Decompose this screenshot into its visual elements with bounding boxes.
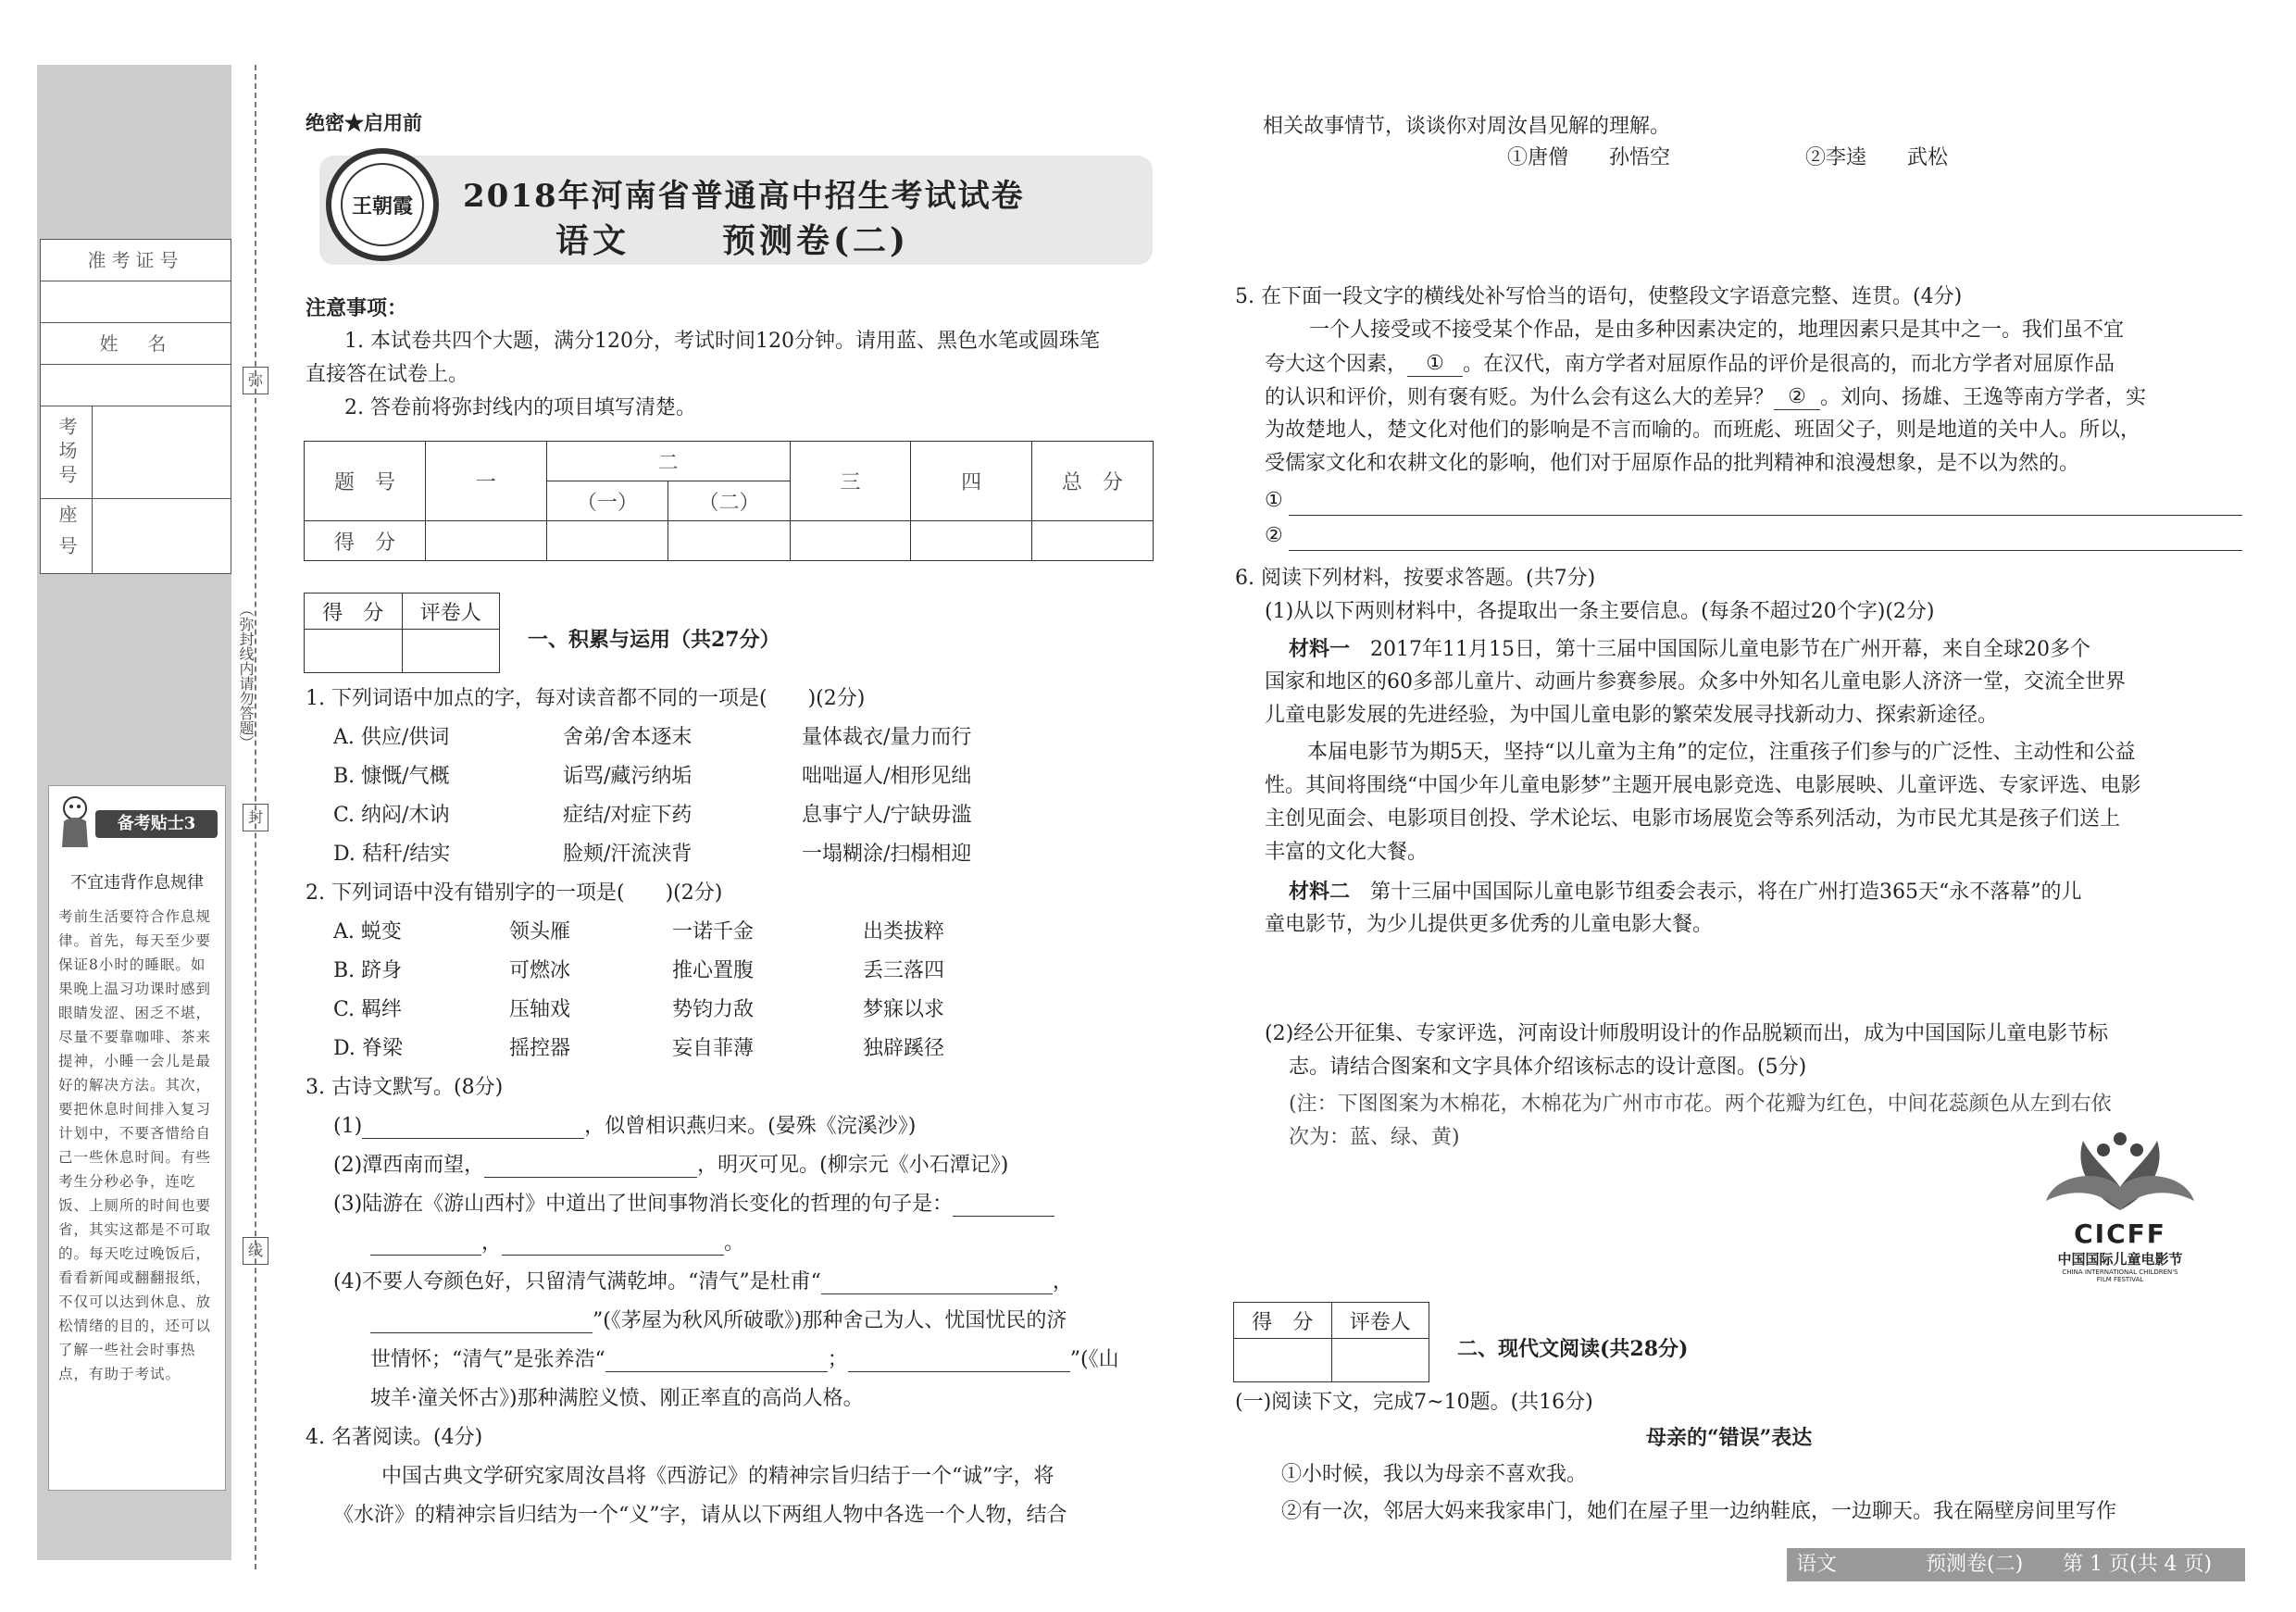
- confidential-label: 绝密★启用前: [306, 111, 422, 134]
- grader-label: 评卷人: [402, 594, 500, 630]
- mascot-icon: [56, 794, 94, 849]
- footer-page: 第 1 页(共 4 页): [2063, 1553, 2213, 1576]
- q4-para: 《水浒》的精神宗旨归结为一个“义”字，请从以下两组人物中各选一个人物，结合: [333, 1504, 1067, 1527]
- ticket-label: 准考证号: [41, 240, 231, 281]
- grader-score-label: 得 分: [1234, 1303, 1332, 1339]
- q6-sub2: (2)经公开征集、专家评选，河南设计师殷明设计的作品脱颖而出，成为中国国际儿童电影节标: [1265, 1022, 2109, 1045]
- score-cell[interactable]: [426, 521, 547, 561]
- score-row-label: 得 分: [305, 521, 426, 561]
- q1-option-part: 脸颊/汗流浃背: [563, 843, 693, 866]
- q5-para: 一个人接受或不接受某个作品，是由多种因素决定的，地理因素只是其中之一。我们虽不宜: [1309, 319, 2125, 342]
- logo-en: FILM FESTIVAL: [2096, 1276, 2144, 1283]
- q1-option-part: 咄咄逼人/相形见绌: [802, 765, 972, 788]
- seal-mark: 线: [243, 1237, 268, 1265]
- material-text: 童电影节，为少儿提供更多优秀的儿童电影大餐。: [1265, 913, 1714, 936]
- answer-blank[interactable]: [484, 1177, 697, 1178]
- q5-stem: 5. 在下面一段文字的横线处补写恰当的语句，使整段文字语意完整、连贯。(4分): [1235, 285, 1963, 308]
- grader-box: [1233, 1302, 1429, 1382]
- answer-blank[interactable]: [502, 1255, 724, 1256]
- q3-text: 坡羊·潼关怀古》)那种满腔义愤、刚正率直的高尚人格。: [370, 1387, 864, 1410]
- score-cell[interactable]: [1031, 521, 1153, 561]
- tip-title: 不宜违背作息规律: [70, 873, 204, 893]
- q5-line: [1265, 352, 2115, 377]
- publisher-logo: [326, 148, 439, 261]
- q3-line4c: [370, 1348, 1119, 1372]
- q5-text: 的认识和评价，则有褒有贬。为什么会有这么大的差异？: [1265, 386, 1775, 409]
- q5-text: 。刘向、扬雄、王逸等南方学者，实: [1820, 386, 2147, 409]
- material-text: 第十三届中国国际儿童电影节组委会表示，将在广州打造365天“永不落幕”的儿: [1370, 881, 2082, 904]
- cicff-logo: [2037, 1122, 2203, 1283]
- notes-line: 2. 答卷前将弥封线内的项目填写清楚。: [344, 396, 696, 419]
- material1-label: 材料一: [1289, 637, 1351, 661]
- material-text: 丰富的文化大餐。: [1265, 841, 1429, 864]
- q3-text: ，似曾相识燕归来。(晏殊《浣溪沙》): [584, 1115, 917, 1138]
- seal-mark: 封: [243, 804, 268, 831]
- material-text: 主创见面会、电影项目创投、学术论坛、电影市场展览会等系列活动，为市民尤其是孩子们送上: [1265, 807, 2121, 831]
- material-text: 2017年11月15日，第十三届中国国际儿童电影节在广州开幕，来自全球20多个: [1370, 638, 2091, 661]
- q2-option-part: 压轴戏: [509, 998, 571, 1021]
- q5-para: 为故楚地人，楚文化对他们的影响是不言而喻的。而班彪、班固父子，则是地道的关中人。所以，: [1265, 419, 2141, 442]
- q3-line3: [333, 1193, 1054, 1217]
- answer-blank[interactable]: [605, 1371, 828, 1372]
- q3-line1: [333, 1115, 916, 1139]
- q5-text: 。在汉代，南方学者对屈原作品的评价是很高的，而北方学者对屈原作品: [1463, 353, 2115, 376]
- q4-stem: 4. 名著阅读。(4分): [306, 1426, 483, 1449]
- seal-mark: 弥: [243, 367, 268, 394]
- grader-box: [304, 593, 500, 673]
- material-text: 性。其间将围绕“中国少年儿童电影梦”主题开展电影竞选、电影展映、儿童评选、专家评选、电影: [1265, 774, 2141, 797]
- subject-title: 语文: [555, 221, 630, 260]
- q1-option-part: 量体裁衣/量力而行: [802, 726, 972, 749]
- q2-option-part: 摇控器: [509, 1037, 571, 1060]
- q2-option[interactable]: D. 脊梁: [333, 1037, 403, 1060]
- kapok-flower-icon: [2037, 1122, 2203, 1215]
- answer-blank[interactable]: [370, 1255, 481, 1256]
- q3-text: (2)潭西南而望，: [333, 1154, 485, 1177]
- q4-para: 中国古典文学研究家周汝昌将《西游记》的精神宗旨归结于一个“诚”字，将: [381, 1465, 1054, 1488]
- q6-material: [1289, 880, 2082, 905]
- grader-score-cell[interactable]: [1234, 1339, 1332, 1382]
- section2-title: 二、现代文阅读(共28分): [1457, 1337, 1689, 1361]
- q3-line2: [333, 1154, 1008, 1178]
- q3-text: ，: [1052, 1270, 1073, 1293]
- q2-option-part: 出类拔粹: [863, 920, 945, 943]
- q2-option-part: 推心置腹: [672, 959, 755, 982]
- ticket-field[interactable]: [41, 281, 231, 323]
- answer-blank[interactable]: [362, 1138, 584, 1139]
- grader-cell[interactable]: [402, 630, 500, 673]
- tip-badge: 备考贴士3: [95, 810, 218, 838]
- q1-option[interactable]: A. 供应/供词: [333, 726, 450, 749]
- col-header: 四: [911, 442, 1032, 521]
- tip-card: [48, 785, 226, 1491]
- q5-para: 受儒家文化和农耕文化的影响，他们对于屈原作品的批判精神和浪漫想象，是不以为然的。: [1265, 452, 2080, 475]
- sub-col-header: （二）: [668, 481, 791, 521]
- logo-text: 王朝霞: [341, 163, 424, 246]
- q1-option-part: 诟骂/藏污纳垢: [563, 765, 693, 788]
- q6-sub1: (1)从以下两则材料中，各提取出一条主要信息。(每条不超过20个字)(2分): [1265, 600, 1935, 623]
- article-para: ①小时候，我以为母亲不喜欢我。: [1281, 1463, 1588, 1486]
- score-cell[interactable]: [911, 521, 1032, 561]
- seat-label: 座号: [41, 499, 93, 573]
- score-cell[interactable]: [790, 521, 911, 561]
- q1-option[interactable]: B. 慷慨/气概: [333, 765, 450, 788]
- logo-cn: 中国国际儿童电影节: [2057, 1251, 2183, 1268]
- q3-text: ；: [827, 1348, 848, 1371]
- answer-blank-1[interactable]: ①: [1407, 352, 1463, 377]
- paper-title: 预测卷(二): [722, 221, 910, 260]
- q2-option-part: 可燃冰: [509, 959, 571, 982]
- q3-line3b: ， 。: [370, 1231, 744, 1256]
- answer-blank[interactable]: [370, 1332, 593, 1333]
- q2-option-part: 势钧力敌: [672, 998, 755, 1021]
- fold-line: [255, 65, 256, 1569]
- seal-note: （弥封线内请勿答题）: [237, 602, 255, 750]
- article-para: ②有一次，邻居大妈来我家串门，她们在屋子里一边纳鞋底，一边聊天。我在隔壁房间里写作: [1281, 1500, 2117, 1523]
- exam-title: 2018年河南省普通高中招生考试试卷: [463, 178, 1025, 215]
- answer-blank[interactable]: [953, 1216, 1054, 1217]
- grader-cell[interactable]: [1331, 1339, 1429, 1382]
- score-cell[interactable]: [546, 521, 668, 561]
- score-cell[interactable]: [668, 521, 791, 561]
- q1-option[interactable]: C. 纳闷/木讷: [333, 804, 450, 827]
- q2-option-part: 一诺千金: [672, 920, 755, 943]
- notes-line: 1. 本试卷共四个大题，满分120分，考试时间120分钟。请用蓝、黑色水笔或圆珠笔: [344, 330, 1100, 353]
- footer-paper: 预测卷(二): [1926, 1553, 2024, 1576]
- q3-label: (1): [333, 1115, 363, 1138]
- name-field[interactable]: [41, 365, 231, 406]
- grader-score-label: 得 分: [305, 594, 403, 630]
- q6-stem: 6. 阅读下列材料，按要求答题。(共7分): [1235, 567, 1596, 590]
- q5-text: 夸大这个因素，: [1265, 353, 1408, 376]
- q2-option[interactable]: C. 羁绊: [333, 998, 403, 1021]
- grader-label: 评卷人: [1331, 1303, 1429, 1339]
- q3-stem: 3. 古诗文默写。(8分): [306, 1076, 504, 1099]
- q6-note: (注：下图图案为木棉花，木棉花为广州市市花。两个花瓣为红色，中间花蕊颜色从左到右依: [1289, 1093, 2112, 1116]
- notes-line: 直接答在试卷上。: [306, 363, 469, 386]
- section1-title: 一、积累与运用（共27分）: [528, 628, 780, 652]
- q2-option[interactable]: B. 跻身: [333, 959, 403, 982]
- q1-option-part: 舍弟/舍本逐末: [563, 726, 693, 749]
- q1-option-part: 息事宁人/宁缺毋滥: [802, 804, 972, 827]
- q3-text: 。: [724, 1231, 745, 1255]
- logo-en: CHINA INTERNATIONAL CHILDREN'S: [2062, 1268, 2178, 1276]
- name-label: 姓 名: [41, 323, 231, 365]
- q6-material: [1289, 637, 2090, 662]
- q5-line: [1265, 385, 2146, 410]
- q3-text: ”(《山: [1069, 1348, 1119, 1371]
- q2-option[interactable]: A. 蜕变: [333, 920, 402, 943]
- q3-line4b: [370, 1309, 1067, 1333]
- q3-text: (4)不要人夸颜色好，只留清气满乾坤。“清气”是杜甫“: [333, 1270, 821, 1293]
- seat-row: [41, 499, 231, 573]
- q2-option-part: 梦寐以求: [863, 998, 945, 1021]
- logo-abbr: CICFF: [2074, 1218, 2166, 1249]
- article-title: 母亲的“错误”表达: [1646, 1426, 1813, 1450]
- material-text: 本届电影节为期5天，坚持“以儿童为主角”的定位，注重孩子们参与的广泛性、主动性和公益: [1307, 741, 2136, 764]
- footer-subject: 语文: [1796, 1553, 1838, 1576]
- tip-body: 考前生活要符合作息规律。首先，每天至少要保证8小时的睡眠。如果晚上温习功课时感到眼睛发涩、困乏不堪，尽量不要靠咖啡、茶来提神，小睡一会儿是最好的解决方法。其次，要把休息时间排入复习计划中，不要吝惜给自己一些休息时间。有些考生分秒必争，连吃饭、上厕所的时间也要省，其实这都是不可取的。每天吃过晚饭后，看看新闻或翻翻报纸，不仅可以达到休息、放松情绪的目的，还可以了解一些社会时事热点，有助于考试。: [58, 908, 212, 1382]
- room-row: [41, 406, 231, 499]
- q6-sub2: 志。请结合图案和文字具体介绍该标志的设计意图。(5分): [1289, 1056, 1807, 1079]
- q2-option-part: 独辟蹊径: [863, 1037, 945, 1060]
- q3-text: ”(《茅屋为秋风所破歌》)那种舍己为人、忧国忧民的济: [593, 1309, 1067, 1332]
- q1-option[interactable]: D. 秸秆/结实: [333, 843, 451, 866]
- room-label: 考场号: [41, 406, 93, 499]
- q5-answer-label: ①: [1265, 489, 1283, 512]
- q2-stem: 2. 下列词语中没有错别字的一项是( )(2分): [306, 881, 723, 905]
- q4-group: ②李逵 武松: [1805, 146, 1949, 169]
- q5-answer-label: ②: [1265, 524, 1283, 547]
- col-header: 一: [426, 442, 547, 521]
- answer-blank[interactable]: [821, 1293, 1053, 1294]
- material2-label: 材料二: [1289, 880, 1351, 904]
- notes-title: 注意事项：: [306, 296, 408, 320]
- q5-answer-line[interactable]: [1289, 550, 2242, 551]
- answer-blank[interactable]: [848, 1371, 1070, 1372]
- q3-text: 世情怀；“清气”是张养浩“: [370, 1348, 605, 1371]
- score-table: [304, 441, 1154, 561]
- q5-answer-line[interactable]: [1289, 515, 2242, 516]
- q3-text: ，明灭可见。(柳宗元《小石潭记》): [697, 1154, 1009, 1177]
- page-footer: [1787, 1548, 2245, 1581]
- section2-sub: (一)阅读下文，完成7~10题。(共16分): [1235, 1391, 1593, 1414]
- material-text: 国家和地区的60多部儿童片、动画片参赛参展。众多中外知名儿童电影人济济一堂，交流全世界: [1265, 670, 2126, 694]
- sub-col-header: （一）: [546, 481, 668, 521]
- q1-stem: 1. 下列词语中加点的字，每对读音都不同的一项是( )(2分): [306, 687, 866, 710]
- candidate-info-box: [40, 239, 231, 574]
- q3-line4: [333, 1270, 1073, 1294]
- q6-note: 次为：蓝、绿、黄): [1289, 1126, 1460, 1149]
- q4-group: ①唐僧 孙悟空: [1507, 146, 1671, 169]
- q1-option-part: 一塌糊涂/扫榻相迎: [802, 843, 972, 866]
- col-header: 二: [546, 442, 790, 481]
- material-text: 儿童电影发展的先进经验，为中国儿童电影的繁荣发展寻找新动力、探索新途径。: [1265, 704, 1999, 727]
- col-header: 总 分: [1031, 442, 1153, 521]
- answer-blank-2[interactable]: ②: [1774, 385, 1820, 410]
- q2-option-part: 妄自菲薄: [672, 1037, 755, 1060]
- q3-text: (3)陆游在《游山西村》中道出了世间事物消长变化的哲理的句子是：: [333, 1193, 954, 1216]
- q1-option-part: 症结/对症下药: [563, 804, 693, 827]
- score-table-header: 题 号: [305, 442, 426, 521]
- q2-option-part: 领头雁: [509, 920, 571, 943]
- col-header: 三: [790, 442, 911, 521]
- q2-option-part: 丢三落四: [863, 959, 945, 982]
- q4-para: 相关故事情节，谈谈你对周汝昌见解的理解。: [1263, 115, 1671, 138]
- grader-score-cell[interactable]: [305, 630, 403, 673]
